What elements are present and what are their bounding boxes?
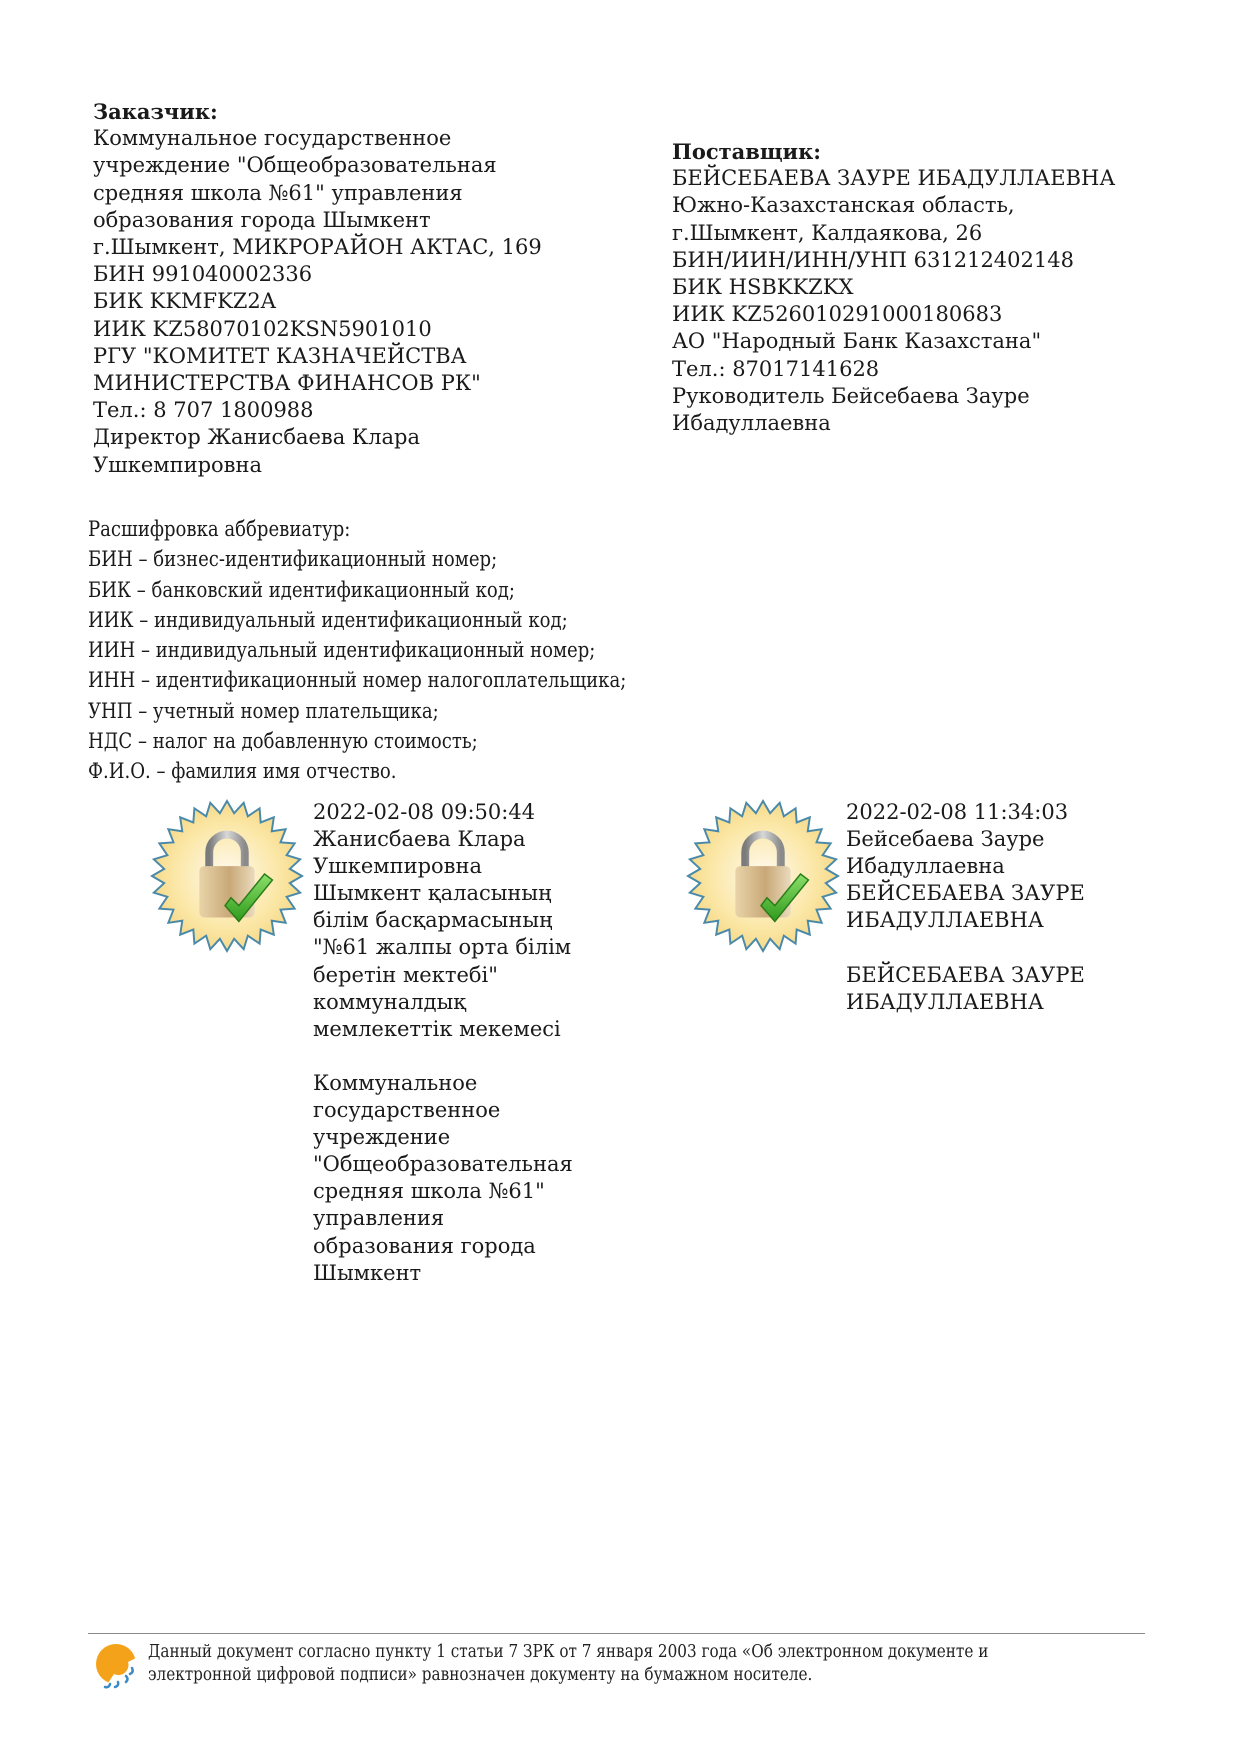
customer-bank: МИНИСТЕРСТВА ФИНАНСОВ РК" bbox=[93, 371, 481, 396]
abbreviation-item: ИИН – индивидуальный идентификационный номер; bbox=[88, 638, 596, 663]
signature-line: образования города bbox=[313, 1233, 536, 1258]
signature-line: Шымкент bbox=[313, 1260, 422, 1285]
signature-line: ИБАДУЛЛАЕВНА bbox=[846, 908, 1044, 933]
supplier-bin: БИН/ИИН/ИНН/УНП 631212402148 bbox=[672, 247, 1074, 272]
customer-line: средняя школа №61" управления bbox=[93, 180, 463, 205]
signature-line: Шымкент қаласының bbox=[313, 881, 552, 906]
egov-sun-logo-icon bbox=[92, 1640, 142, 1690]
footer-line: электронной цифровой подписи» равнозначен документу на бумажном носителе. bbox=[148, 1665, 813, 1685]
spacer bbox=[846, 934, 1085, 961]
signature-line: мемлекеттік мекемесі bbox=[313, 1016, 561, 1041]
signature-line: беретін мектебі" bbox=[313, 962, 498, 987]
supplier-iik: ИИК KZ526010291000180683 bbox=[672, 302, 1003, 327]
signature-line: средняя школа №61" bbox=[313, 1179, 545, 1204]
signature-line: управления bbox=[313, 1206, 445, 1231]
footer-line: Данный документ согласно пункту 1 статьи 7 ЗРК от 7 января 2003 года «Об электронном документе и bbox=[148, 1642, 989, 1662]
signature-line: "Общеобразовательная bbox=[313, 1152, 573, 1177]
abbreviation-item: БИН – бизнес-идентификационный номер; bbox=[88, 547, 498, 572]
abbreviation-item: Ф.И.О. – фамилия имя отчество. bbox=[88, 759, 397, 784]
signature-line: государственное bbox=[313, 1098, 501, 1123]
customer-heading: Заказчик: bbox=[93, 99, 218, 124]
signature-details bbox=[846, 799, 1085, 1016]
customer-line: Коммунальное государственное bbox=[93, 126, 452, 151]
supplier-address: г.Шымкент, Калдаякова, 26 bbox=[672, 220, 983, 245]
supplier-name: БЕЙСЕБАЕВА ЗАУРЕ ИБАДУЛЛАЕВНА bbox=[672, 166, 1116, 191]
customer-bank: РГУ "КОМИТЕТ КАЗНАЧЕЙСТВА bbox=[93, 343, 467, 368]
customer-bin: БИН 991040002336 bbox=[93, 262, 313, 287]
abbreviation-item: БИК – банковский идентификационный код; bbox=[88, 577, 515, 602]
abbreviation-item: УНП – учетный номер плательщика; bbox=[88, 698, 439, 723]
signature-line: ИБАДУЛЛАЕВНА bbox=[846, 989, 1044, 1014]
supplier-heading: Поставщик: bbox=[672, 139, 822, 164]
supplier-bik: БИК HSBKKZKX bbox=[672, 275, 854, 300]
signature-timestamp: 2022-02-08 11:34:03 bbox=[846, 800, 1069, 824]
abbreviation-item: НДС – налог на добавленную стоимость; bbox=[88, 729, 478, 754]
supplier-phone: Тел.: 87017141628 bbox=[672, 356, 880, 381]
signature-line: учреждение bbox=[313, 1125, 451, 1150]
signature-line: "№61 жалпы орта білім bbox=[313, 935, 572, 960]
spacer bbox=[313, 1043, 573, 1070]
customer-address: г.Шымкент, МИКРОРАЙОН АКТАС, 169 bbox=[93, 235, 542, 260]
signature-line: Ибадуллаевна bbox=[846, 854, 1005, 879]
digital-signature-seal-icon bbox=[148, 797, 306, 955]
customer-block bbox=[93, 98, 542, 479]
signature-line: БЕЙСЕБАЕВА ЗАУРЕ bbox=[846, 881, 1085, 906]
customer-iik: ИИК KZ58070102KSN5901010 bbox=[93, 316, 432, 341]
customer-director: Ушкемпировна bbox=[93, 452, 263, 477]
supplier-block bbox=[672, 138, 1115, 437]
customer-bik: БИК KKMFKZ2A bbox=[93, 289, 276, 314]
supplier-head: Руководитель Бейсебаева Зауре bbox=[672, 383, 1030, 408]
digital-signature-seal-icon bbox=[684, 797, 842, 955]
abbreviations-section bbox=[88, 514, 626, 787]
signature-line: коммуналдық bbox=[313, 989, 467, 1014]
signature-details bbox=[313, 799, 573, 1287]
footer-divider bbox=[88, 1633, 1145, 1634]
abbreviation-item: ИИК – индивидуальный идентификационный код; bbox=[88, 607, 568, 632]
supplier-bank: АО "Народный Банк Казахстана" bbox=[672, 329, 1042, 354]
signature-timestamp: 2022-02-08 09:50:44 bbox=[313, 800, 536, 824]
supplier-address: Южно-Казахстанская область, bbox=[672, 193, 1015, 218]
signature-line: БЕЙСЕБАЕВА ЗАУРЕ bbox=[846, 962, 1085, 987]
signature-line: Ушкемпировна bbox=[313, 854, 483, 879]
abbreviation-item: ИНН – идентификационный номер налогоплательщика; bbox=[88, 668, 627, 693]
customer-line: образования города Шымкент bbox=[93, 207, 431, 232]
signature-line: Жанисбаева Клара bbox=[313, 827, 526, 852]
signature-line: Бейсебаева Зауре bbox=[846, 827, 1045, 852]
customer-director: Директор Жанисбаева Клара bbox=[93, 425, 420, 450]
footer-legal-notice bbox=[148, 1641, 988, 1687]
signature-line: білім басқармасының bbox=[313, 908, 553, 933]
signature-line: Коммунальное bbox=[313, 1070, 478, 1095]
supplier-head: Ибадуллаевна bbox=[672, 411, 831, 436]
customer-line: учреждение "Общеобразовательная bbox=[93, 153, 497, 178]
customer-phone: Тел.: 8 707 1800988 bbox=[93, 398, 314, 423]
abbreviations-title: Расшифровка аббревиатур: bbox=[88, 517, 351, 541]
